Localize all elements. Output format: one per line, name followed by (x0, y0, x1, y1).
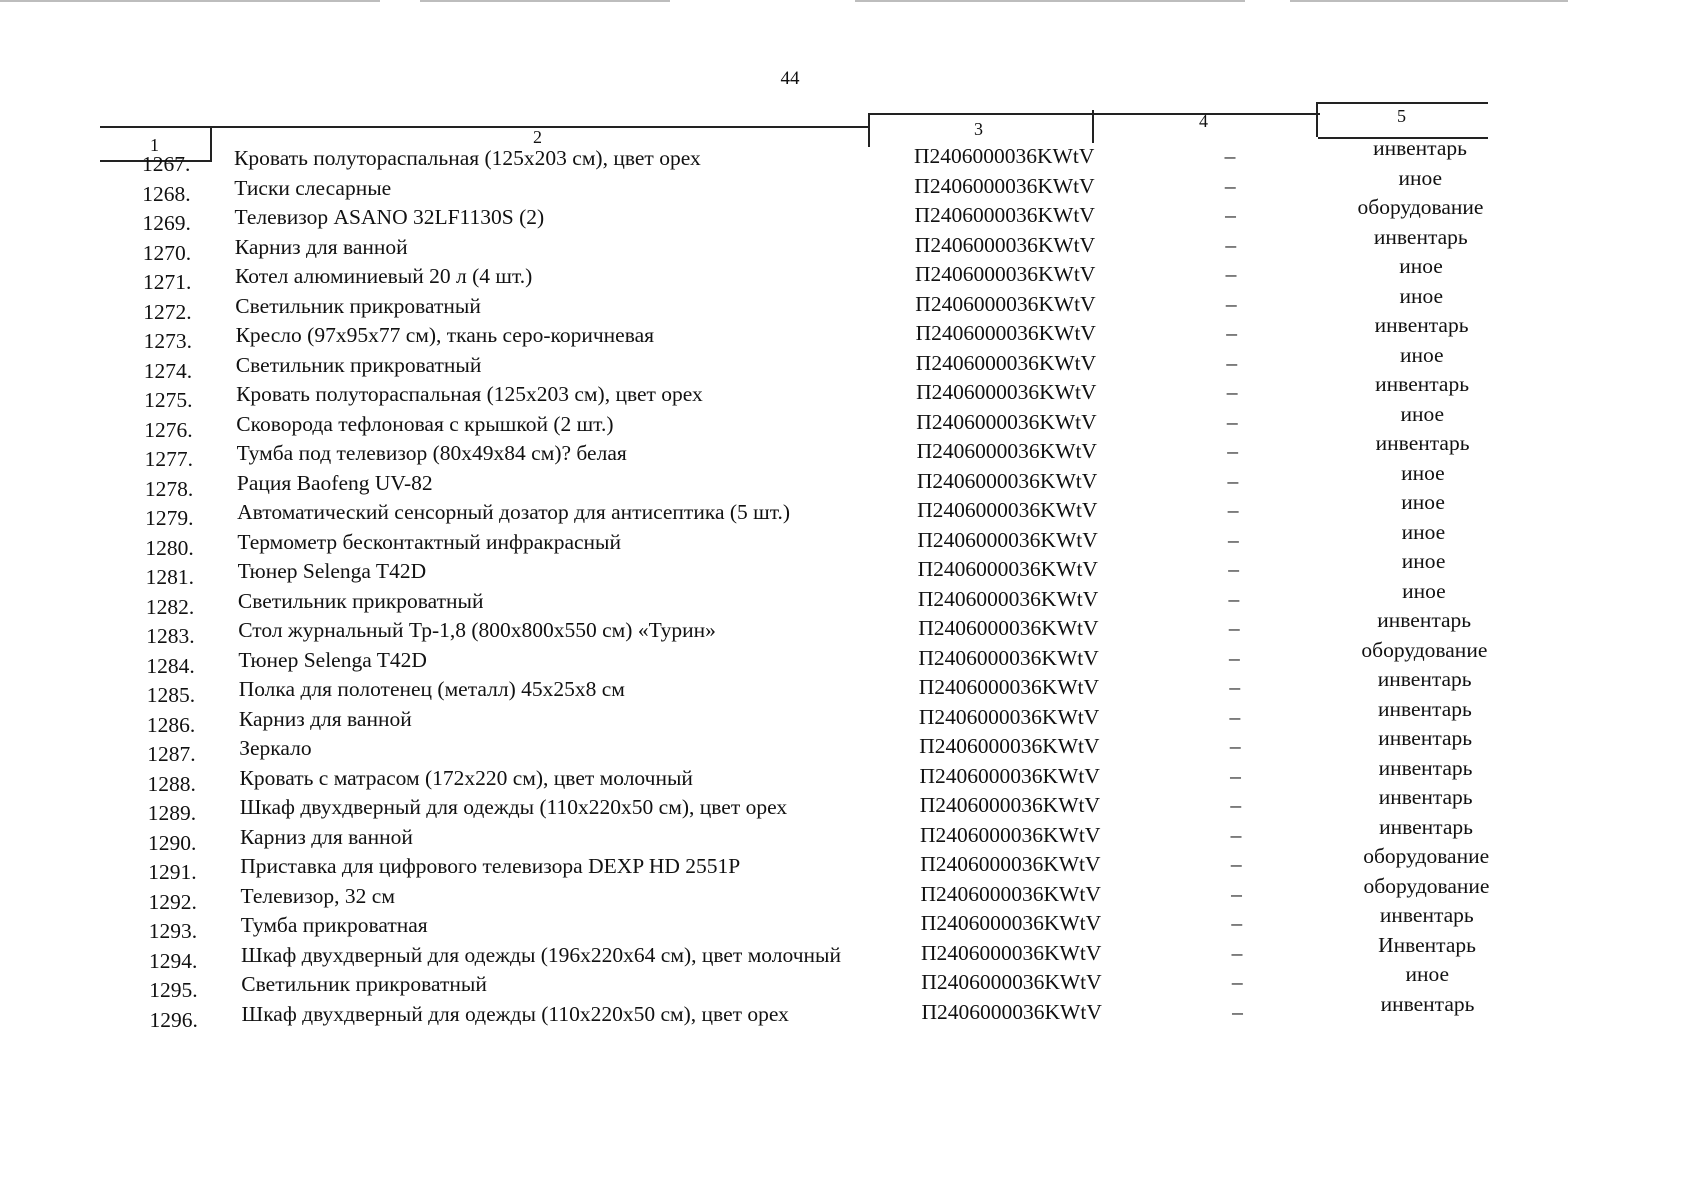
item-name: Светильник прикроватный (237, 588, 484, 613)
item-name: Тумба прикроватная (240, 913, 428, 937)
column-4-value: – (1231, 940, 1243, 965)
row-number: 1274. (143, 358, 193, 383)
table-row (0, 342, 1568, 383)
item-type: иное (1402, 578, 1446, 603)
table-row (0, 313, 1568, 353)
table-row (0, 283, 1568, 324)
table-row (0, 431, 1568, 471)
item-name: Тиски слесарные (234, 175, 392, 200)
column-4-value: – (1229, 645, 1240, 670)
item-code: П2406000036KWtV (919, 793, 1101, 817)
item-code: П2406000036KWtV (919, 763, 1100, 788)
item-code: П2406000036KWtV (918, 675, 1100, 699)
row-number: 1267. (142, 152, 191, 176)
item-name: Шкаф двухдверный для одежды (110х220х50 см), цвет орех (239, 795, 788, 819)
row-number: 1273. (143, 329, 192, 353)
item-name: Тюнер Selenga T42D (238, 647, 427, 672)
row-number: 1269. (142, 211, 191, 235)
item-code: П2406000036KWtV (921, 999, 1102, 1024)
item-code: П2406000036KWtV (917, 586, 1099, 611)
column-4-value: – (1227, 498, 1239, 522)
column-4-value: – (1229, 675, 1241, 699)
column-header-1: 1 (150, 135, 159, 155)
column-4-value: – (1231, 881, 1242, 906)
table-row (0, 667, 1568, 707)
table-top-border (1318, 102, 1488, 104)
table-column-divider (1092, 110, 1094, 143)
scan-edge-line (0, 0, 380, 2)
column-header-4: 4 (1199, 111, 1208, 131)
row-number: 1288. (147, 771, 196, 796)
table-row (0, 696, 1568, 737)
item-code: П2406000036KWtV (916, 439, 1097, 463)
table-row (0, 372, 1568, 412)
item-code: П2406000036KWtV (914, 232, 1096, 257)
item-name: Кровать полутораспальная (125х203 см), цвет орех (236, 382, 703, 406)
row-number: 1292. (148, 889, 197, 914)
item-code: П2406000036KWtV (920, 881, 1101, 906)
item-name: Термометр бесконтактный инфракрасный (237, 529, 621, 554)
table-row (0, 814, 1568, 855)
item-name: Тумба под телевизор (80х49х84 см)? белая (236, 441, 627, 465)
item-type: Инвентарь (1378, 932, 1476, 957)
item-code: П2406000036KWtV (920, 911, 1102, 935)
item-type: инвентарь (1378, 726, 1473, 750)
item-type: инвентарь (1373, 224, 1468, 249)
item-type: иное (1399, 254, 1443, 278)
item-code: П2406000036KWtV (919, 734, 1100, 758)
row-number: 1290. (148, 830, 197, 855)
column-4-value: – (1231, 911, 1243, 935)
column-header-3: 3 (974, 119, 983, 139)
table-row (0, 549, 1568, 589)
table-row (0, 165, 1568, 206)
item-name: Карниз для ванной (234, 234, 408, 259)
row-number: 1281. (145, 565, 194, 589)
item-name: Рация Baofeng UV-82 (236, 470, 433, 495)
row-number: 1277. (144, 447, 193, 471)
column-4-value: – (1229, 734, 1241, 758)
item-type: иное (1405, 962, 1450, 986)
item-type: иное (1401, 549, 1446, 573)
table-row (0, 755, 1568, 796)
item-name: Шкаф двухдверный для одежды (196х220х64 см), цвет молочный (241, 942, 841, 967)
column-4-value: – (1230, 852, 1242, 876)
scan-edge-line (420, 0, 670, 2)
item-code: П2406000036KWtV (916, 468, 1098, 493)
page-number: 44 (780, 68, 800, 89)
item-code: П2406000036KWtV (916, 409, 1097, 434)
column-4-value: – (1227, 468, 1239, 493)
table-body (0, 136, 1568, 1032)
item-code: П2406000036KWtV (917, 527, 1098, 552)
column-4-value: – (1224, 144, 1236, 168)
column-4-value: – (1228, 616, 1240, 640)
table-row (0, 401, 1568, 442)
item-name: Светильник прикроватный (235, 352, 482, 377)
column-4-value: – (1225, 291, 1237, 316)
item-code: П2406000036KWtV (915, 291, 1096, 316)
item-code: П2406000036KWtV (920, 852, 1101, 876)
item-code: П2406000036KWtV (914, 144, 1095, 168)
column-4-value: – (1225, 203, 1236, 227)
row-number: 1276. (144, 417, 193, 442)
column-4-value: – (1226, 380, 1238, 404)
item-type: иное (1401, 460, 1445, 485)
item-type: инвентарь (1374, 313, 1469, 337)
item-type: инвентарь (1379, 903, 1474, 927)
table-row (0, 519, 1568, 560)
row-number: 1280. (145, 535, 194, 560)
item-type: оборудование (1357, 195, 1484, 219)
scan-edge-line (1290, 0, 1568, 2)
item-name: Кресло (97х95х77 см), ткань серо-коричневая (235, 323, 655, 347)
item-type: оборудование (1363, 873, 1490, 898)
row-number: 1268. (142, 181, 191, 206)
item-name: Полка для полотенец (металл) 45х25х8 см (238, 677, 625, 701)
table-row (0, 962, 1568, 1002)
item-code: П2406000036KWtV (918, 704, 1100, 729)
item-name: Котел алюминиевый 20 л (4 шт.) (235, 264, 533, 288)
row-number: 1286. (146, 712, 196, 737)
row-number: 1295. (149, 978, 198, 1002)
item-name: Сковорода тефлоновая с крышкой (2 шт.) (236, 411, 614, 436)
item-name: Светильник прикроватный (235, 293, 481, 318)
row-number: 1289. (147, 801, 197, 825)
column-4-value: – (1226, 409, 1238, 434)
item-code: П2406000036KWtV (915, 321, 1096, 345)
item-code: П2406000036KWtV (917, 498, 1098, 522)
item-type: инвентарь (1377, 667, 1472, 691)
item-code: П2406000036KWtV (916, 380, 1097, 404)
item-type: инвентарь (1377, 696, 1472, 721)
item-type: инвентарь (1373, 136, 1467, 160)
row-number: 1275. (144, 388, 193, 412)
column-4-value: – (1230, 763, 1241, 788)
table-top-border (100, 126, 870, 128)
row-number: 1293. (148, 919, 198, 943)
row-number: 1283. (146, 624, 195, 648)
item-type: иное (1400, 401, 1445, 426)
item-code: П2406000036KWtV (921, 970, 1102, 994)
row-number: 1291. (148, 860, 197, 884)
column-4-value: – (1227, 439, 1238, 463)
item-name: Автоматический сенсорный дозатор для антисептика (5 шт.) (237, 500, 791, 524)
row-number: 1294. (149, 948, 198, 973)
item-code: П2406000036KWtV (914, 173, 1095, 198)
item-type: иное (1400, 342, 1444, 367)
item-name: Кровать с матрасом (172х220 см), цвет молочный (239, 765, 693, 790)
column-4-value: – (1228, 527, 1239, 552)
table-row (0, 195, 1568, 235)
column-4-value: – (1232, 999, 1243, 1024)
item-name: Кровать полутораспальная (125х203 см), цвет орех (234, 146, 701, 170)
table-row (0, 608, 1568, 648)
item-code: П2406000036KWtV (921, 940, 1102, 965)
column-4-value: – (1231, 970, 1243, 994)
item-type: инвентарь (1375, 431, 1470, 455)
column-4-value: – (1229, 704, 1241, 729)
item-name: Светильник прикроватный (241, 972, 487, 996)
column-4-value: – (1225, 232, 1237, 257)
table-row (0, 224, 1568, 265)
item-type: инвентарь (1379, 814, 1473, 839)
item-type: инвентарь (1377, 608, 1472, 632)
row-number: 1270. (142, 240, 192, 265)
column-header-2: 2 (533, 127, 542, 147)
item-name: Телевизор, 32 см (240, 883, 395, 908)
table-row (0, 578, 1568, 619)
item-name: Шкаф двухдверный для одежды (110х220х50 см), цвет орех (241, 1001, 789, 1026)
column-4-value: – (1226, 321, 1237, 345)
table-row (0, 991, 1568, 1032)
item-type: оборудование (1361, 637, 1488, 662)
table-row (0, 136, 1568, 176)
scan-edge-line (855, 0, 1245, 2)
item-type: иное (1399, 283, 1444, 308)
item-name: Стол журнальный Тр-1,8 (800х800х550 см) «Турин» (238, 618, 716, 642)
column-4-value: – (1230, 793, 1242, 817)
item-code: П2406000036KWtV (920, 822, 1101, 847)
table-row (0, 903, 1568, 943)
row-number: 1284. (146, 653, 195, 678)
table-row (0, 873, 1568, 914)
table-row (0, 932, 1568, 973)
item-type: инвентарь (1375, 372, 1470, 396)
item-type: иное (1398, 165, 1443, 190)
item-code: П2406000036KWtV (914, 203, 1095, 227)
table-row (0, 637, 1568, 678)
column-4-value: – (1224, 173, 1236, 198)
item-type: инвентарь (1380, 991, 1475, 1016)
column-4-value: – (1228, 586, 1240, 611)
item-type: оборудование (1363, 844, 1490, 868)
item-name: Тюнер Selenga T42D (237, 559, 427, 583)
item-type: инвентарь (1378, 755, 1473, 780)
column-header-5: 5 (1397, 106, 1406, 126)
row-number: 1282. (145, 594, 195, 619)
item-type: иное (1401, 490, 1445, 514)
item-name: Зеркало (239, 736, 312, 760)
column-4-value: – (1226, 350, 1238, 375)
item-type: инвентарь (1378, 785, 1473, 809)
item-code: П2406000036KWtV (915, 262, 1096, 286)
row-number: 1271. (143, 270, 192, 294)
table-row (0, 844, 1568, 884)
row-number: 1272. (143, 299, 192, 324)
item-type: иное (1401, 519, 1446, 544)
item-name: Карниз для ванной (238, 706, 412, 731)
table-top-border (870, 113, 1320, 115)
table-row (0, 785, 1568, 825)
row-number: 1296. (149, 1007, 198, 1032)
table-row (0, 460, 1568, 501)
table-row (0, 254, 1568, 294)
row-number: 1279. (145, 506, 194, 530)
row-number: 1287. (147, 742, 196, 766)
item-code: П2406000036KWtV (915, 350, 1097, 375)
item-name: Приставка для цифрового телевизора DEXP HD 2551P (240, 854, 741, 878)
item-name: Карниз для ванной (240, 824, 413, 849)
table-row (0, 726, 1568, 766)
row-number: 1285. (146, 683, 196, 707)
item-name: Телевизор ASANO 32LF1130S (2) (234, 205, 545, 229)
row-number: 1278. (144, 476, 194, 501)
column-4-value: – (1230, 822, 1242, 847)
table-column-divider (1316, 102, 1318, 137)
column-4-value: – (1228, 557, 1239, 581)
item-code: П2406000036KWtV (918, 645, 1099, 670)
item-code: П2406000036KWtV (917, 557, 1098, 581)
column-4-value: – (1225, 262, 1237, 286)
table-row (0, 490, 1568, 530)
item-code: П2406000036KWtV (918, 616, 1099, 640)
